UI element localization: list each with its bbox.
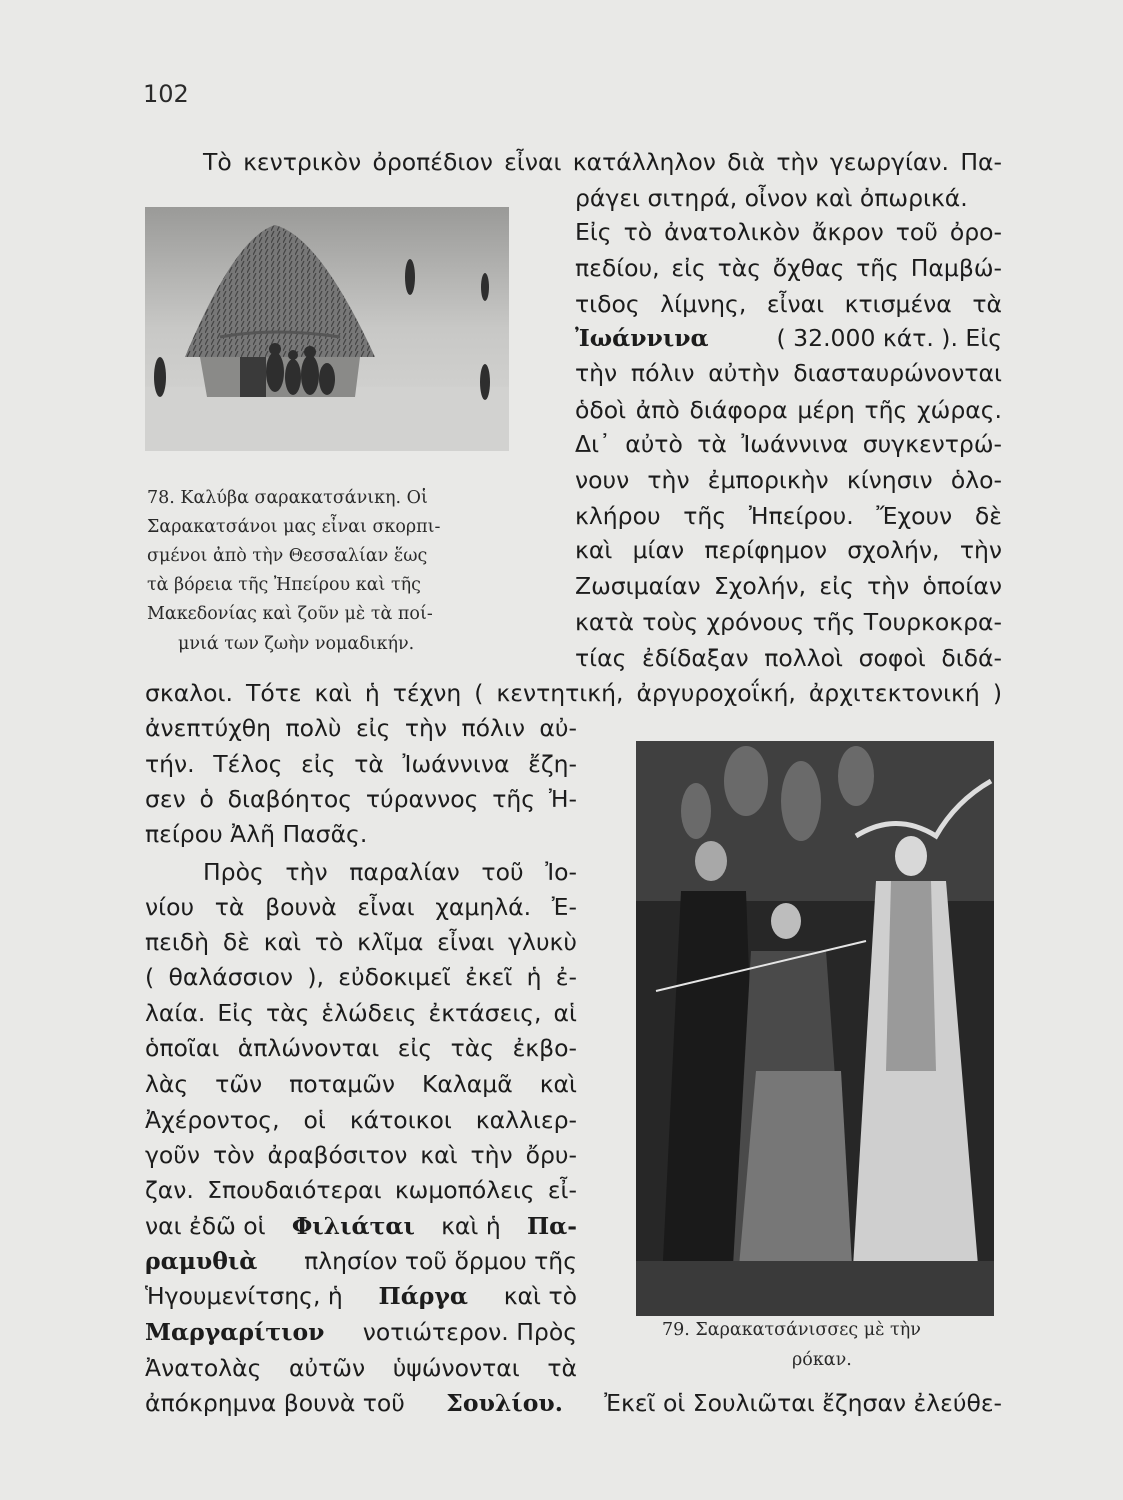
text-line: πείρου Ἀλῆ Πασᾶς.: [145, 820, 368, 848]
text-fragment: ἀπόκρημνα βουνὰ τοῦ: [145, 1389, 405, 1417]
text-fragment: καὶ τὸ: [503, 1282, 577, 1310]
text-line: ράγει σιτηρά, οἶνον καὶ ὀπωρικά.: [575, 184, 968, 212]
text-line: ὁποῖαι ἁπλώνονται εἰς τὰς ἐκβο-: [145, 1034, 577, 1062]
text-line: [145, 1210, 577, 1242]
text-fragment: καὶ ἡ: [441, 1212, 501, 1240]
text-line: σκαλοι. Τότε καὶ ἡ τέχνη ( κεντητική, ἀργυροχοΐκή, ἀρχιτεκτονική ): [145, 679, 1002, 707]
hut-photo-image: [145, 207, 509, 451]
text-fragment: πλησίον τοῦ ὅρμου τῆς: [304, 1247, 577, 1275]
bold-term: Ἰωάννινα: [575, 324, 709, 352]
text-line: γοῦν τὸν ἀραβόσιτον καὶ τὴν ὄρυ-: [145, 1141, 577, 1169]
women-photo-image: [636, 741, 994, 1316]
text-fragment: νοτιώτερον. Πρὸς: [362, 1318, 577, 1346]
text-line: [145, 1245, 577, 1277]
text-fragment: Ἐκεῖ οἱ Σουλιῶται ἔζησαν ἐλεύθε-: [604, 1389, 1002, 1417]
text-line: ( θαλάσσιον ), εὐδοκιμεῖ ἐκεῖ ἡ ἐ-: [145, 963, 577, 991]
text-line: Ἀνατολὰς αὐτῶν ὑψώνονται τὰ: [145, 1354, 577, 1382]
text-line: ἀνεπτύχθη πολὺ εἰς τὴν πόλιν αὐ-: [145, 714, 577, 742]
caption-line: 79. Σαρακατσάνισσες μὲ τὴν: [662, 1320, 921, 1340]
text-line: λαία. Εἰς τὰς ἑλώδεις ἐκτάσεις, αἱ: [145, 999, 577, 1027]
page-number: 102: [143, 80, 189, 108]
caption-line: σμένοι ἀπὸ τὴν Θεσσαλίαν ἕως: [147, 546, 428, 566]
caption-line: μνιά των ζωὴν νομαδικήν.: [178, 634, 415, 654]
text-line: τιδος λίμνης, εἶναι κτισμένα τὰ: [575, 290, 1002, 318]
text-line: πειδὴ δὲ καὶ τὸ κλῖμα εἶναι γλυκὺ: [145, 928, 577, 956]
bold-term: Σουλίου.: [446, 1389, 563, 1417]
text-line: τὴν πόλιν αὐτὴν διασταυρώνονται: [575, 359, 1002, 387]
text-line: Ἀχέροντος, οἱ κάτοικοι καλλιερ-: [145, 1106, 577, 1134]
text-line: [145, 1280, 577, 1312]
text-line: Ζωσιμαίαν Σχολήν, εἰς τὴν ὁποίαν: [575, 572, 1002, 600]
text-line: [145, 1387, 1002, 1419]
text-line: Τὸ κεντρικὸν ὀροπέδιον εἶναι κατάλληλον διὰ τὴν γεωργίαν. Πα-: [203, 148, 1002, 176]
text-line: νουν τὴν ἐμπορικὴν κίνησιν ὁλο-: [575, 466, 1002, 494]
bold-term: Πάργα: [378, 1282, 469, 1310]
bold-term: Πα-: [526, 1212, 577, 1240]
text-line: Δι᾿ αὐτὸ τὰ Ἰωάννινα συγκεντρώ-: [575, 430, 1002, 458]
figure-79-photo: [636, 741, 994, 1316]
text-line: νίου τὰ βουνὰ εἶναι χαμηλά. Ἐ-: [145, 893, 577, 921]
caption-line: Σαρακατσάνοι μας εἶναι σκορπι-: [147, 517, 441, 537]
text-fragment: ( 32.000 κάτ. ). Εἰς: [776, 324, 1002, 352]
bold-term: Φιλιάται: [291, 1212, 415, 1240]
text-line: σεν ὁ διαβόητος τύραννος τῆς Ἠ-: [145, 785, 577, 813]
text-line: ζαν. Σπουδαιότεραι κωμοπόλεις εἶ-: [145, 1176, 577, 1204]
text-line: λὰς τῶν ποταμῶν Καλαμᾶ καὶ: [145, 1070, 577, 1098]
text-line: [145, 1316, 577, 1348]
text-line: Πρὸς τὴν παραλίαν τοῦ Ἰο-: [203, 858, 577, 886]
caption-line: ρόκαν.: [792, 1350, 852, 1370]
bold-term: Μαργαρίτιον: [145, 1318, 325, 1346]
text-fragment: ναι ἐδῶ οἱ: [145, 1212, 266, 1240]
text-line: πεδίου, εἰς τὰς ὄχθας τῆς Παμβώ-: [575, 254, 1002, 282]
text-line: ὁδοὶ ἀπὸ διάφορα μέρη τῆς χώρας.: [575, 396, 1002, 424]
text-fragment: Ἡγουμενίτσης, ἡ: [145, 1282, 343, 1310]
figure-78-photo: [145, 207, 509, 451]
text-line: κατὰ τοὺς χρόνους τῆς Τουρκοκρα-: [575, 608, 1002, 636]
text-line: καὶ μίαν περίφημον σχολήν, τὴν: [575, 536, 1002, 564]
caption-line: 78. Καλύβα σαρακατσάνικη. Οἱ: [147, 488, 428, 508]
bold-term: ραμυθιὰ: [145, 1247, 258, 1275]
caption-line: Μακεδονίας καὶ ζοῦν μὲ τὰ ποί-: [147, 604, 433, 624]
text-line: [575, 322, 1002, 354]
text-line: τίας ἐδίδαξαν πολλοὶ σοφοὶ διδά-: [575, 644, 1002, 672]
text-line: κλήρου τῆς Ἠπείρου. Ἔχουν δὲ: [575, 502, 1002, 530]
text-line: τήν. Τέλος εἰς τὰ Ἰωάννινα ἔζη-: [145, 750, 577, 778]
text-line: Εἰς τὸ ἀνατολικὸν ἄκρον τοῦ ὀρο-: [575, 218, 1002, 246]
caption-line: τὰ βόρεια τῆς Ἠπείρου καὶ τῆς: [147, 575, 421, 595]
